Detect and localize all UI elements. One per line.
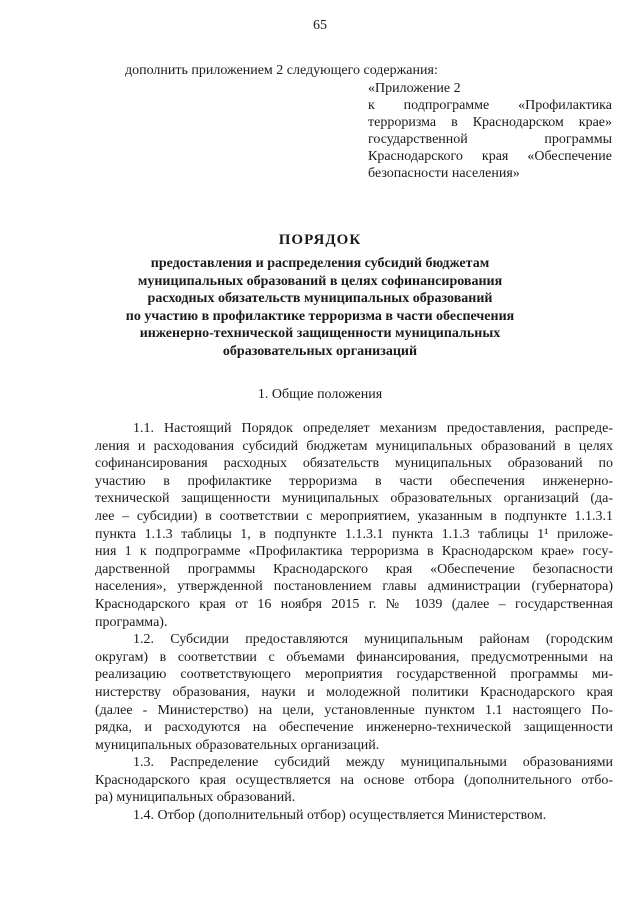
appendix-line: терроризма в Краснодарском крае» xyxy=(368,115,612,130)
text-line: пункта 1.1.3 таблицы 1, в подпункте 1.1.3.1 пункта 1.1.3 таблицы 1¹ приложе- xyxy=(95,526,613,542)
document-title: ПОРЯДОК xyxy=(278,232,362,248)
appendix-line: Краснодарского края «Обеспечение xyxy=(368,149,612,164)
text-line: Краснодарского края от 16 ноября 2015 г. № 1039 (далее – государственная xyxy=(95,596,613,612)
text-line: дарственной программы Краснодарского края «Обеспечение безопасности xyxy=(95,561,613,577)
section-title: 1. Общие положения xyxy=(257,387,383,402)
text-line: участию в профилактике терроризма в части обеспечения инженерно- xyxy=(95,473,613,489)
appendix-line: безопасности населения» xyxy=(368,166,520,181)
paragraph xyxy=(95,807,613,825)
appendix-line: к подпрограмме «Профилактика xyxy=(368,98,612,113)
text-line: муниципальных образовательных организаций. xyxy=(95,737,380,753)
document-heading xyxy=(95,255,545,360)
heading-line: инженерно-технической защищенности муниципальных xyxy=(139,326,501,341)
paragraph xyxy=(95,420,613,631)
text-line: программа). xyxy=(95,614,168,630)
text-line: округам) в соответствии с объемами финансирования, предусмотренными на xyxy=(95,649,613,665)
text-line: нистерству образования, науки и молодежной политики Краснодарского края xyxy=(95,684,613,700)
heading-line: расходных обязательств муниципальных образований xyxy=(147,291,493,306)
paragraph xyxy=(95,754,613,807)
text-line: 1.4. Отбор (дополнительный отбор) осуществляется Министерством. xyxy=(133,808,547,824)
heading-line: по участию в профилактике терроризма в части обеспечения xyxy=(125,308,515,324)
text-line: 1.2. Субсидии предоставляются муниципальным районам (городским xyxy=(133,632,613,648)
text-line: 1.1. Настоящий Порядок определяет механизм предоставления, распреде- xyxy=(133,421,613,436)
text-line: (далее - Министерство) на цели, установленные пунктом 1.1 настоящего По- xyxy=(95,702,613,718)
text-line: лее – субсидии) в соответствии с мероприятием, указанным в подпункте 1.1.3.1 xyxy=(95,508,613,524)
appendix-stamp xyxy=(368,80,612,182)
text-line: ления и расходования субсидий бюджетам муниципальных образований в целях xyxy=(95,438,613,454)
paragraph xyxy=(95,631,613,754)
text-line: ния 1 к подпрограмме «Профилактика терроризма в Краснодарском крае» госу- xyxy=(95,544,613,560)
text-line: 1.3. Распределение субсидий между муниципальными образованиями xyxy=(133,755,613,771)
text-line: рядка, и расходуются на обеспечение инженерно-технической защищенности xyxy=(95,720,613,736)
intro-line: дополнить приложением 2 следующего содержания: xyxy=(125,63,438,78)
body-text xyxy=(95,420,613,825)
text-line: технической защищенности муниципальных образовательных организаций (да- xyxy=(95,491,613,507)
heading-line: образовательных организаций xyxy=(222,343,418,359)
heading-line: муниципальных образований в целях софинансирования xyxy=(137,273,503,289)
heading-line: предоставления и распределения субсидий бюджетам xyxy=(150,256,490,271)
page-number: 65 xyxy=(313,18,327,33)
text-line: населения», утвержденной постановлением главы администрации (губернатора) xyxy=(95,579,613,595)
appendix-line: «Приложение 2 xyxy=(368,81,461,96)
text-line: реализацию соответствующего мероприятия государственной программы ми- xyxy=(95,667,613,683)
text-line: софинансирования расходных обязательств муниципальных образований по xyxy=(95,456,613,472)
text-line: ра) муниципальных образований. xyxy=(95,790,296,806)
appendix-line: государственной программы xyxy=(368,132,612,147)
text-line: Краснодарского края осуществляется на основе отбора (дополнительного отбо- xyxy=(95,772,613,788)
